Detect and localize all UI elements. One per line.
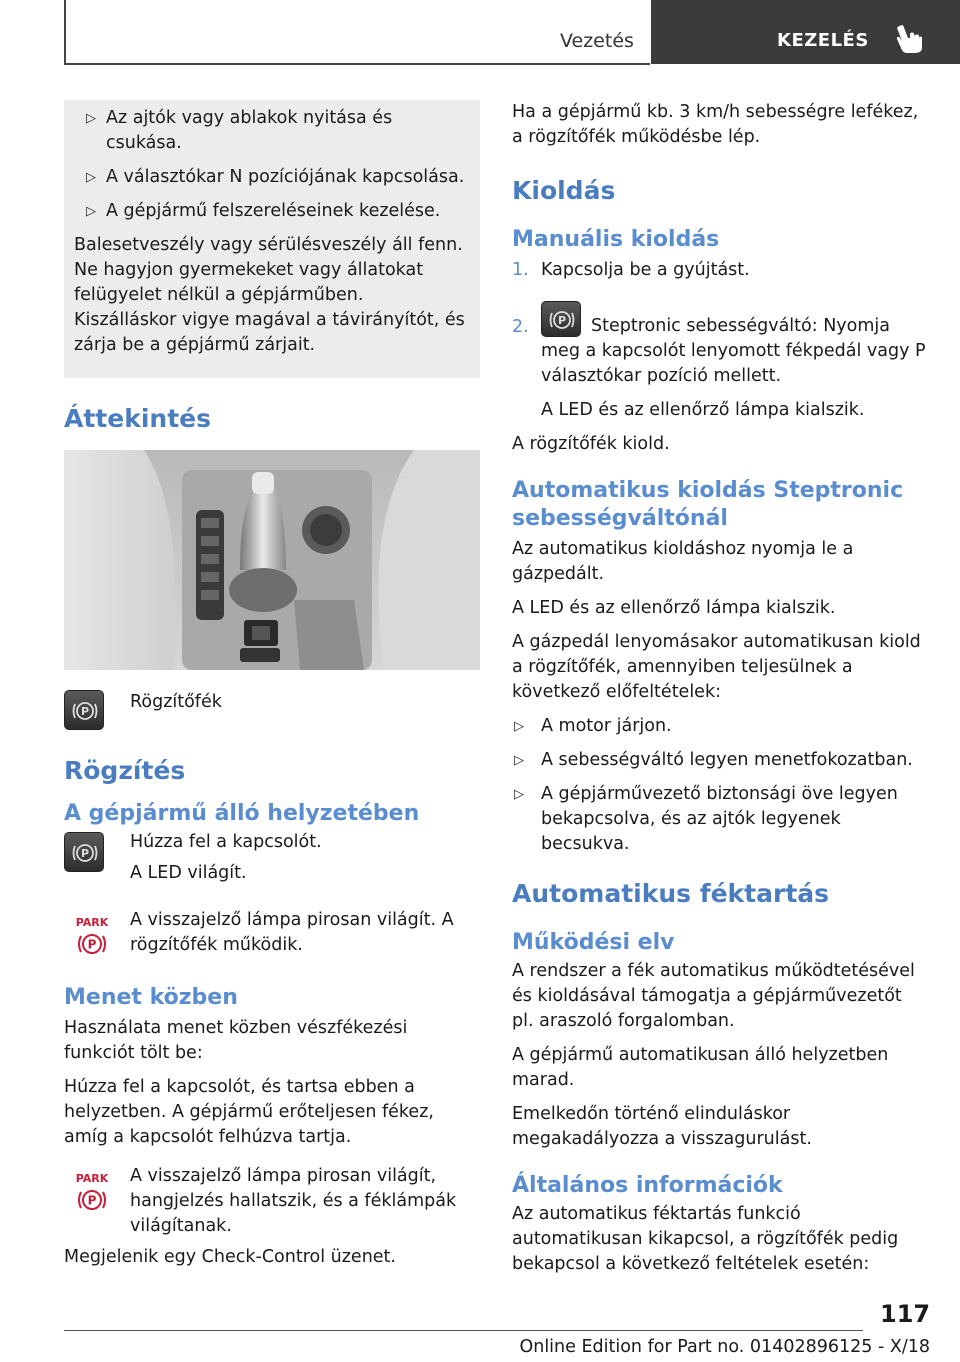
indicator-text: A visszajelző lámpa pirosan világít, hangjelzés hallatszik, és a féklámpák világítanak.	[130, 1166, 457, 1236]
list-item	[512, 782, 927, 857]
triangle-bullet-icon: ▷	[514, 719, 524, 734]
heading-engage: Rögzítés	[64, 756, 186, 785]
gear-console-photo	[64, 450, 480, 670]
indicator-note	[64, 908, 480, 958]
svg-text:P: P	[557, 314, 567, 327]
list-item-text: A sebességváltó legyen menetfokozatban.	[541, 750, 913, 770]
list-item	[74, 106, 470, 156]
header-chapter-tab	[651, 0, 960, 64]
icon-caption: Rögzítőfék	[130, 692, 222, 712]
list-item-text: A választókar N pozíciójának kapcsolása.	[106, 167, 465, 187]
step-text: Kapcsolja be a gyújtást.	[541, 260, 750, 280]
triangle-bullet-icon: ▷	[86, 204, 96, 219]
list-item	[512, 748, 927, 773]
svg-text:P: P	[80, 847, 90, 860]
paragraph: Húzza fel a kapcsolót, és tartsa ebben a helyzetben. A gépjármű erőteljesen fékez, amíg a kapcsolót felhúzva tartja.	[64, 1077, 434, 1147]
triangle-bullet-icon: ▷	[514, 787, 524, 802]
list-item	[74, 199, 470, 224]
list-item-text: A motor járjon.	[541, 716, 672, 736]
list-item-text: A gépjárművezető biztonsági öve legyen bekapcsolva, és az ajtók legyenek becsukva.	[541, 784, 898, 854]
warning-text: Balesetveszély vagy sérülésveszély áll fenn. Ne hagyjon gyermekeket vagy állatokat felügyelet nélkül a gépjárműben. Kiszálláskor vigye magával a távirányítót, és zárja be a gépjármű zárjait.	[74, 235, 465, 355]
step-text: Steptronic sebességváltó: Nyomja meg a kapcsolót lenyomott fékpedál vagy P választókar pozíció mellett.	[541, 316, 926, 386]
left-column	[64, 100, 480, 1270]
paragraph: A rögzítőfék kiold.	[512, 434, 670, 454]
list-item	[74, 165, 470, 190]
hand-icon	[895, 24, 923, 54]
page-header	[0, 0, 960, 66]
svg-text:P: P	[87, 937, 97, 952]
page-number: 117	[880, 1300, 931, 1328]
header-section-title: Vezetés	[560, 30, 634, 52]
right-column	[512, 100, 927, 1277]
instruction-text: Húzza fel a kapcsolót.	[130, 832, 322, 852]
paragraph: Az automatikus kioldáshoz nyomja le a gázpedált.	[512, 539, 854, 584]
heading-stationary: A gépjármű álló helyzetében	[64, 801, 420, 826]
parking-brake-button-icon	[64, 832, 104, 872]
list-item-text: Az ajtók vagy ablakok nyitása és csukása.	[106, 108, 393, 153]
parking-brake-button-icon	[541, 301, 581, 337]
heading-release: Kioldás	[512, 176, 616, 205]
paragraph: Megjelenik egy Check-Control üzenet.	[64, 1247, 396, 1267]
triangle-bullet-icon: ▷	[86, 111, 96, 126]
step-number: 2.	[512, 317, 529, 337]
svg-text:P: P	[80, 705, 90, 718]
paragraph: Ha a gépjármű kb. 3 km/h sebességre lefékez, a rögzítőfék működésbe lép.	[512, 102, 919, 147]
paragraph: A LED és az ellenőrző lámpa kialszik.	[512, 598, 836, 618]
paragraph: A gépjármű automatikusan álló helyzetben marad.	[512, 1045, 889, 1090]
heading-principle: Működési elv	[512, 930, 675, 955]
step-item	[512, 258, 927, 283]
console-illustration	[64, 450, 480, 670]
header-bottom-line	[64, 63, 650, 65]
parking-brake-icon-caption	[64, 688, 480, 730]
heading-auto-release: Automatikus kioldás Steptronic sebességváltónál	[512, 478, 904, 531]
heading-overview: Áttekintés	[64, 404, 211, 433]
paragraph: A gázpedál lenyomásakor automatikusan kiold a rögzítőfék, amennyiben teljesülnek a következő előfeltételek:	[512, 632, 921, 702]
list-item-text: A gépjármű felszereléseinek kezelése.	[106, 201, 441, 221]
led-text: A LED világít.	[130, 863, 247, 883]
heading-general-info: Általános információk	[512, 1173, 783, 1198]
footer-edition: Online Edition for Part no. 01402896125 - X/18	[519, 1337, 930, 1357]
indicator-note	[64, 1164, 480, 1239]
heading-manual-release: Manuális kioldás	[512, 227, 720, 252]
svg-text:PARK: PARK	[75, 1172, 109, 1185]
step-item	[512, 301, 927, 423]
header-left-border	[64, 0, 66, 64]
svg-text:PARK: PARK	[75, 916, 109, 929]
indicator-text: A visszajelző lámpa pirosan világít. A rögzítőfék működik.	[130, 910, 454, 955]
footer-divider	[64, 1330, 863, 1331]
triangle-bullet-icon: ▷	[86, 170, 96, 185]
heading-while-driving: Menet közben	[64, 985, 238, 1010]
step-number: 1.	[512, 260, 529, 280]
stationary-instruction	[64, 830, 480, 886]
paragraph: Használata menet közben vészfékezési funkciót tölt be:	[64, 1018, 408, 1063]
paragraph: Emelkedőn történő elinduláskor megakadályozza a visszagurulást.	[512, 1104, 812, 1149]
list-item	[512, 714, 927, 739]
park-indicator-icon	[74, 1170, 110, 1214]
header-chapter-label: KEZELÉS	[777, 30, 869, 51]
paragraph: A rendszer a fék automatikus működtetésével és kioldásával támogatja a gépjárművezetőt pl. araszoló forgalomban.	[512, 961, 915, 1031]
step-subtext: A LED és az ellenőrző lámpa kialszik.	[541, 400, 865, 420]
svg-text:P: P	[87, 1193, 97, 1208]
park-indicator-icon	[74, 914, 110, 958]
paragraph: Az automatikus féktartás funkció automatikusan kikapcsol, a rögzítőfék pedig bekapcsol a következő feltételek esetén:	[512, 1204, 899, 1274]
parking-brake-button-icon	[64, 690, 104, 730]
triangle-bullet-icon: ▷	[514, 753, 524, 768]
warning-box	[64, 100, 480, 378]
heading-auto-hold: Automatikus féktartás	[512, 879, 830, 908]
